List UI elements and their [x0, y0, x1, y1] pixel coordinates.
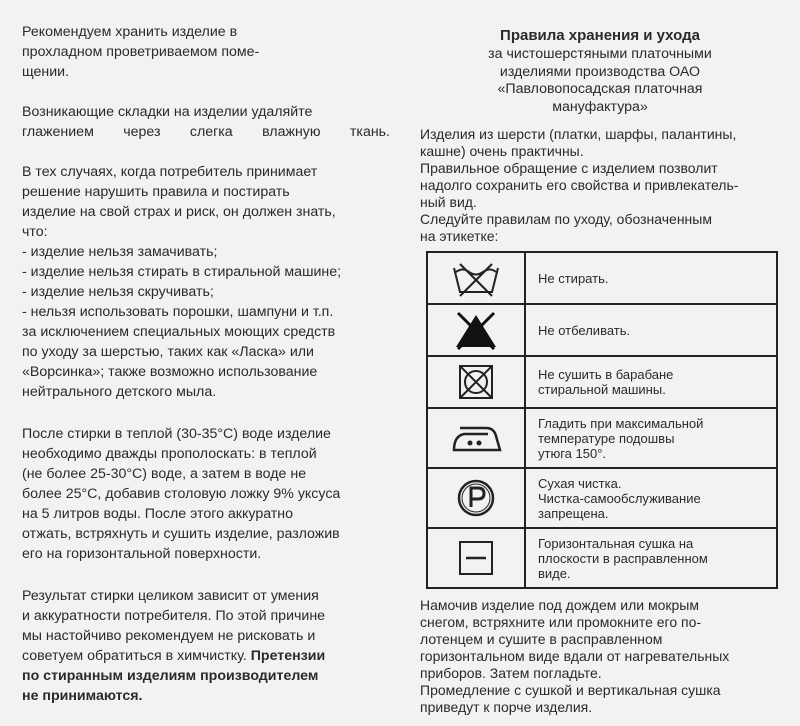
table-row — [428, 407, 776, 467]
table-row — [428, 355, 776, 407]
care-text: утюга 150°. — [538, 445, 607, 461]
iron-150-icon — [446, 416, 506, 460]
right-column — [420, 22, 780, 716]
list-item: - изделие нельзя скручивать; — [22, 284, 214, 300]
no-tumble-dry-icon — [454, 362, 498, 402]
care-text: Чистка-самообслуживание — [538, 490, 701, 506]
creases-paragraph: Возникающие складки на изделии удаляйте глажением через слегка влажную ткань. — [22, 104, 390, 140]
claims-paragraph: Результат стирки целиком зависит от умения и аккуратности потребителя. По этой причине мы настойчиво рекомендуем не рисковать и советуем обратиться в химчистку. Претензии по стиранным изделиям производителем не принимаются. — [22, 588, 326, 704]
intro-text: Изделия из шерсти (платки, шарфы, палантины, кашне) очень практичны. Правильное обращение с изделием позволит надолго сохранить его свойства и привлекатель- ный вид. Следуйте правилам по уходу, обозначенным на этикетке: — [420, 126, 739, 244]
care-text: Не стирать. — [538, 270, 609, 286]
care-text: Горизонтальная сушка на — [538, 535, 694, 551]
care-text: стиральной машины. — [538, 382, 666, 397]
care-text: Не отбеливать. — [538, 322, 631, 338]
table-row — [428, 467, 776, 527]
list-item: - изделие нельзя замачивать; — [22, 244, 218, 260]
section-subtitle: за чистошерстяными платочными изделиями производства ОАО «Павловопосадская платочная мануфактура» — [488, 46, 712, 115]
care-symbols-table — [426, 251, 778, 589]
care-text: температуре подошвы — [538, 430, 675, 446]
care-text: запрещена. — [538, 505, 609, 521]
list-item: - нельзя использовать порошки, шампуни и т.п. — [22, 304, 334, 320]
risk-paragraph: В тех случаях, когда потребитель принимает решение нарушить правила и постирать изделие на свой страх и риск, он должен знать, что: - изделие нельзя замачивать; - изделие нельзя стирать в стиральной машине; - изделие нельзя скручивать; - нельзя использовать порошки, шампуни и т.п. за исключением специальных моющих средств по уходу за шерстью, таких как «Ласка» или «Ворсинка»; также возможно использование нейтрального детского мыла. — [22, 162, 390, 402]
storage-paragraph: Рекомендуем хранить изделие в прохладном проветриваемом поме- щении. — [22, 24, 260, 80]
drying-instructions: Намочив изделие под дождем или мокрым снегом, встряхните или промокните его по- лотенцем и сушите в расправленном горизонтальном виде вдали от нагревательных приборов. Затем погладьте. Промедление с сушкой и вертикальная сушка приведут к порче изделия. — [420, 597, 730, 715]
care-text: Гладить при максимальной — [538, 415, 704, 431]
care-text: Не сушить в барабане — [538, 367, 674, 382]
flat-dry-icon — [454, 538, 498, 578]
care-text: виде. — [538, 565, 571, 581]
dry-clean-p-icon — [452, 474, 500, 522]
no-bleach-icon — [446, 309, 506, 351]
section-title: Правила хранения и ухода — [500, 27, 700, 44]
table-row — [428, 303, 776, 355]
list-item: - изделие нельзя стирать в стиральной машине; — [22, 264, 342, 280]
left-column — [22, 22, 390, 726]
no-wash-icon — [446, 258, 506, 298]
care-text: Сухая чистка. — [538, 475, 622, 491]
washing-paragraph: После стирки в теплой (30-35°С) воде изделие необходимо дважды прополоскать: в теплой (не более 25-30°С) воде, а затем в воде не более 25°С, добавив столовую ложку 9% уксуса на 5 литров воды. После этого аккуратно отжать, встряхнуть и сушить изделие, разложив его на горизонтальной поверхности. — [22, 426, 341, 562]
care-text: плоскости в расправленном — [538, 550, 708, 566]
table-row — [428, 527, 776, 587]
table-row — [428, 253, 776, 303]
